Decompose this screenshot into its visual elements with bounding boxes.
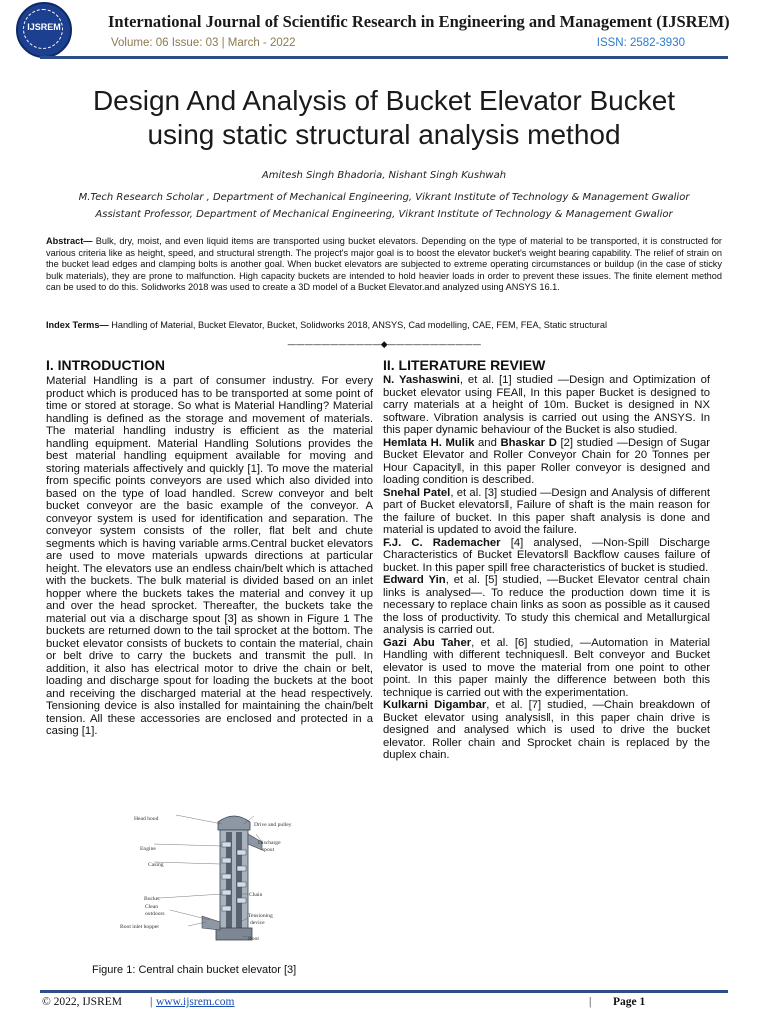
label-chain: Chain bbox=[249, 892, 263, 898]
literature-entry bbox=[383, 574, 710, 637]
entry-text: , et al. [5] studied, —Bucket Elevator central chain links is analysed—. To reduce the production down time it is necessary to replace chain links as soon as possible as it caused the loss of productivity. To study this chemical and Metallurgical analysis is carried out. bbox=[383, 574, 710, 636]
entry-author: N. Yashaswini bbox=[383, 374, 460, 386]
label-casing: Casing bbox=[148, 862, 164, 868]
label-drive-pulley: Drive and pulley bbox=[254, 822, 292, 828]
entry-text: [4] analysed, —Non-Spill Discharge Characteristics of Bucket Elevators‖ Backflow causes failure of bucket. In this paper spill free characteristics of bucket is studied. bbox=[383, 536, 710, 574]
paper-title-line2: using static structural analysis method bbox=[147, 119, 621, 150]
introduction-text: Material Handling is a part of consumer industry. For every product which is produced has to be transported at some point of time or stored at storage. So what is Material Handling? Material handling is defined as the storage and movement of materials. The material handling industry is efficient as the material handling equipment. Material Handling Solutions provides the best material handling equipment available for moving and storing materials affectively and quickly [1]. To move the material from specific points conveyors are used which also divided into based on the type of load handled. Screw conveyor and belt bucket conveyor are the basic example of the conveyor. A conveyor system is used for identification and separation. The conveyor system consists of the roller, flat belt and chute segments which is having variable arms.Central bucket elevators are used to move materials upwards directions at particular height. The elevators use an endless chain/belt which is attached with the buckets. The bulk material is divided based on an inlet hopper where the buckets takes the material and convey it up and over the head sprocket. Thereafter, the buckets take the material out via a discharge spout [3] as shown in Figure 1 The buckets are returned down to the tail sprocket at the bottom. The bucket elevator consists of buckets to contain the material, chain or belt drive to carry the buckets and transmit the pull. In addition, it also has electrical motor to drive the chain or belt, loading and discharge spout for loading the buckets at the boot and receiving the discharged material at the head respectively. Tensioning device is also installed for maintaining the chain/belt tension. All these accessories are enclosed and protected in a casing [1]. bbox=[46, 375, 373, 737]
label-head-hood: Head hood bbox=[134, 816, 159, 822]
label-engine: Engine bbox=[140, 846, 156, 852]
journal-logo bbox=[16, 2, 72, 58]
literature-column bbox=[383, 374, 710, 762]
journal-volume: Volume: 06 Issue: 03 | March - 2022 bbox=[111, 37, 296, 49]
section-separator: ———————————◆——————————— bbox=[287, 340, 481, 350]
bucket-shape bbox=[237, 898, 246, 903]
bucket-shape bbox=[237, 866, 246, 871]
entry-text: , et al. [1] studied —Design and Optimization of bucket elevator using FEA‖, In this paper Bucket is designed to carry materials at a height of 10m. Bucket is designed in NX software. Vibration analysis is carried out using the ANSYS. In this paper dynamic behaviour of the Bucket is also studied. bbox=[383, 374, 710, 436]
chain-right-shape bbox=[236, 832, 242, 928]
figure-caption: Figure 1: Central chain bucket elevator [3] bbox=[92, 964, 297, 976]
literature-entry bbox=[383, 537, 710, 575]
entry-text: , et al. [3] studied —Design and Analysis of different part of Bucket elevators‖, Failure of shaft is the main reason for the failure of bucket. In this paper shaft analysis is done and material is updated to avoid the failure. bbox=[383, 486, 710, 536]
label-discharge: Discharge bbox=[258, 840, 281, 846]
literature-entry bbox=[383, 487, 710, 537]
literature-entry: Hemlata H. Mulik and Bhaskar D [2] studied —Design of Sugar Bucket Elevator and Roller Conveyor Chain for 20 Tonnes per Hour Capacity‖, in this paper Roller conveyor is designed and loading condition is described. bbox=[383, 436, 710, 486]
label-outdoors: outdoors bbox=[145, 911, 165, 917]
index-terms-label: Index Terms— bbox=[46, 320, 109, 330]
footer-url-link[interactable]: www.ijsrem.com bbox=[156, 996, 235, 1008]
entry-author: Snehal Patel bbox=[383, 486, 451, 499]
label-spout: spout bbox=[262, 847, 275, 853]
bucket-shape bbox=[222, 842, 231, 847]
literature-entry bbox=[383, 374, 710, 437]
abstract-text: Bulk, dry, moist, and even liquid items are transported using bucket elevators. Depending on the type of material to be transported, it is constructed for various criteria like as height, speed, and structural strength. The project's major goal is to boost the elevator bucket's weight bearing capability. The relief of strain on the bucket lead edges and clamping bolts is another goal. When bucket elevators are subjected to extreme operating circumstances or buildup (in the case of sticky bulk materials), they are prone to malfunction. High capacity buckets are intended to hold heavier loads in order to prevent these issues. The finite element method can be used to do this. Solidworks 2018 was used to create a 3D model of a Bucket Elevator.and analyzed using ANSYS 16.1. bbox=[46, 236, 722, 293]
abstract bbox=[46, 236, 722, 294]
label-boot: Boot bbox=[248, 936, 259, 942]
bucket-shape bbox=[222, 874, 231, 879]
entry-author-2: Bhaskar D bbox=[500, 436, 557, 449]
index-terms-text: Handling of Material, Bucket Elevator, Bucket, Solidworks 2018, ANSYS, Cad modelling, CAE, FEM, FEA, Static structural bbox=[108, 320, 608, 330]
footer-divider: | bbox=[150, 996, 153, 1008]
label-clean: Clean bbox=[145, 904, 159, 910]
paper-title-line1: Design And Analysis of Bucket Elevator Bucket bbox=[92, 85, 676, 116]
header-rule bbox=[40, 56, 728, 59]
label-boot-inlet-hopper: Boot inlet hopper bbox=[120, 924, 160, 930]
label-device: device bbox=[250, 920, 265, 926]
affiliation-1: M.Tech Research Scholar , Department of Mechanical Engineering, Vikrant Institute of Technology & Management Gwalior bbox=[78, 192, 690, 203]
entry-text: [2] studied —Design of Sugar Bucket Elevator and Roller Conveyor Chain for 20 Tonnes per Hour Capacity‖, in this paper Roller conveyor is designed and loading condition is described. bbox=[383, 436, 710, 486]
bucket-shape bbox=[222, 906, 231, 911]
literature-entry bbox=[383, 699, 710, 762]
entry-author: Kulkarni Digambar bbox=[383, 699, 487, 711]
entry-author: Gazi Abu Taher bbox=[383, 636, 472, 649]
authors: Amitesh Singh Bhadoria, Nishant Singh Kushwah bbox=[261, 170, 507, 181]
affiliation-2: Assistant Professor, Department of Mechanical Engineering, Vikrant Institute of Technology & Management Gwalior bbox=[95, 209, 673, 220]
entry-author: Edward Yin bbox=[383, 574, 446, 586]
bucket-shape bbox=[222, 890, 231, 895]
entry-text: , et al. [6] studied, —Automation in Material Handling with different techniques‖. Belt conveyor and Bucket elevator is used to move the material from one point to other point. In this paper mainly the difference between both this technique is carried out with the experimentation. bbox=[383, 636, 710, 699]
journal-issn: ISSN: 2582-3930 bbox=[596, 37, 685, 49]
bucket-shape bbox=[237, 882, 246, 887]
label-bucket: Bucket bbox=[144, 896, 160, 902]
abstract-label: Abstract— bbox=[46, 236, 93, 246]
boot-shape bbox=[216, 928, 252, 940]
literature-heading: II. LITERATURE REVIEW bbox=[383, 357, 546, 373]
label-tensioning: Tensioning bbox=[248, 913, 273, 919]
entry-author: F.J. C. Rademacher bbox=[383, 536, 501, 549]
paper-title bbox=[40, 84, 728, 152]
footer-divider: | bbox=[589, 996, 592, 1008]
entry-author: Hemlata H. Mulik bbox=[383, 436, 475, 449]
footer-rule bbox=[40, 990, 728, 993]
footer-copyright: © 2022, IJSREM bbox=[42, 996, 122, 1008]
introduction-column bbox=[46, 375, 373, 738]
bucket-shape bbox=[222, 858, 231, 863]
logo-text: IJSREM bbox=[27, 22, 61, 32]
literature-entry bbox=[383, 637, 710, 700]
bucket-shape bbox=[237, 850, 246, 855]
entry-text: , et al. [7] studied, —Chain breakdown of Bucket elevator using analysis‖, in this paper chain drive is designed and analysed which is used to drive the bucket elevator. Roller chain and Sprocket chain is replaced by the duplex chain. bbox=[383, 699, 710, 761]
index-terms bbox=[46, 320, 722, 332]
journal-title: International Journal of Scientific Research in Engineering and Management (IJSREM) bbox=[108, 12, 730, 31]
introduction-heading: I. INTRODUCTION bbox=[46, 357, 165, 373]
footer-page-number: Page 1 bbox=[613, 996, 646, 1008]
